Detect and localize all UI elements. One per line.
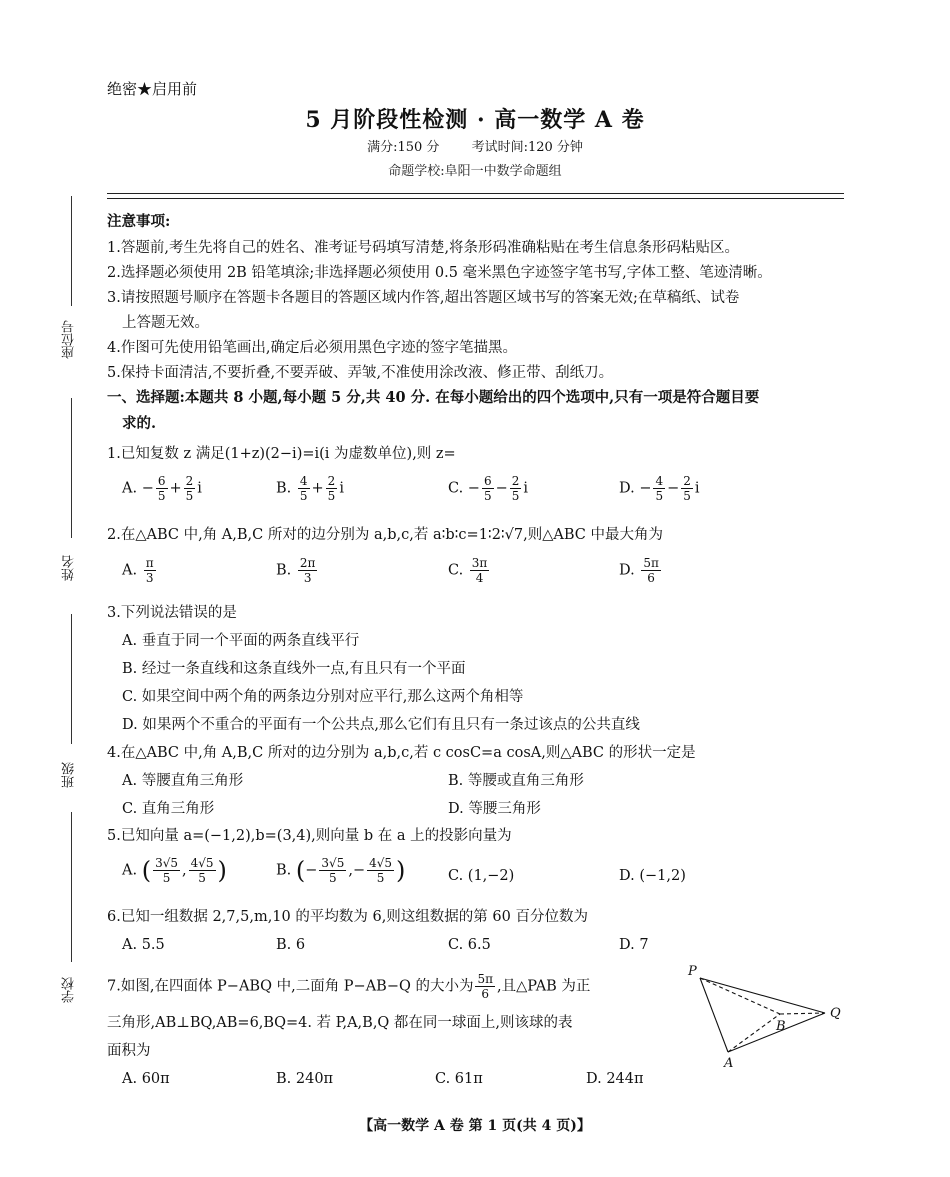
side-label-seat: 座位号 (62, 320, 77, 360)
section-heading-cont: 求的. (122, 415, 157, 432)
q7-stem-line3: 面积为 (107, 1043, 151, 1059)
label-b: B (776, 1019, 786, 1034)
q7-stem: 7.如图,在四面体 P−ABQ 中,二面角 P−AB−Q 的大小为 $\frac{5\pi}{6}$ ,且△PAB 为正 (107, 972, 591, 1001)
notice-heading: 注意事项: (107, 213, 171, 230)
q4-option-c[interactable]: C. 直角三角形 (122, 801, 215, 817)
q6-option-c[interactable]: C. 6.5 (448, 937, 491, 953)
side-label-name: 姓名 (62, 555, 77, 581)
q1-option-d[interactable]: D. − $\frac{4}{5}$ − $\frac{2}{5}$ i (619, 474, 700, 503)
q7-option-b[interactable]: B. 240π (276, 1071, 334, 1087)
q2-option-a[interactable]: A. $\frac{\pi}{3}$ (122, 556, 154, 585)
q5-stem: 5.已知向量 a=(−1,2),b=(3,4),则向量 b 在 a 上的投影向量为 (107, 828, 512, 844)
side-label-school: 学校 (62, 977, 77, 1003)
notice-item: 5.保持卡面清洁,不要折叠,不要弄破、弄皱,不准使用涂改液、修正带、刮纸刀。 (107, 365, 614, 381)
q6-stem: 6.已知一组数据 2,7,5,m,10 的平均数为 6,则这组数据的第 60 百分位数为 (107, 909, 588, 925)
q3-option-d[interactable]: D. 如果两个不重合的平面有一个公共点,那么它们有且只有一条过该点的公共直线 (122, 717, 640, 733)
side-label-class: 班级 (62, 762, 77, 788)
header-rule-bottom (107, 198, 844, 199)
page-title: 5 月阶段性检测 · 高一数学 A 卷 (305, 107, 645, 133)
q1-option-c[interactable]: C. − $\frac{6}{5}$ − $\frac{2}{5}$ i (448, 474, 529, 503)
exam-time: 考试时间:120 分钟 (471, 140, 583, 155)
q4-option-a[interactable]: A. 等腰直角三角形 (122, 773, 244, 789)
notice-item: 1.答题前,考生先将自己的姓名、准考证号码填写清楚,将条形码准确粘贴在考生信息条形码粘贴区。 (107, 240, 740, 256)
edge-pa (700, 978, 728, 1052)
q3-option-c[interactable]: C. 如果空间中两个角的两条边分别对应平行,那么这两个角相等 (122, 689, 524, 705)
q4-option-b[interactable]: B. 等腰或直角三角形 (448, 773, 584, 789)
label-p: P (688, 964, 697, 979)
q5-option-a[interactable]: A. ( $\frac{3√5}{5}$ , $\frac{4√5}{5}$ ) (122, 856, 227, 885)
q4-stem: 4.在△ABC 中,角 A,B,C 所对的边分别为 a,b,c,若 c cosC=a cosA,则△ABC 的形状一定是 (107, 745, 696, 761)
q3-stem: 3.下列说法错误的是 (107, 605, 237, 621)
section-heading: 一、选择题:本题共 8 小题,每小题 5 分,共 40 分. 在每小题给出的四个选项中,只有一项是符合题目要 (107, 389, 760, 406)
q2-option-b[interactable]: B. $\frac{2\pi}{3}$ (276, 556, 316, 585)
q2-option-c[interactable]: C. $\frac{3\pi}{4}$ (448, 556, 488, 585)
q6-option-b[interactable]: B. 6 (276, 937, 306, 953)
side-divider (71, 812, 72, 962)
q2-stem: 2.在△ABC 中,角 A,B,C 所对的边分别为 a,b,c,若 a∶b∶c=1∶2∶√7,则△ABC 中最大角为 (107, 527, 664, 543)
q6-option-a[interactable]: A. 5.5 (122, 937, 165, 953)
q7-option-c[interactable]: C. 61π (435, 1071, 483, 1087)
header-rule-top (107, 193, 844, 194)
q7-option-a[interactable]: A. 60π (122, 1071, 170, 1087)
label-q: Q (830, 1006, 841, 1021)
q1-stem: 1.已知复数 z 满足(1+z)(2−i)=i(i 为虚数单位),则 z= (107, 446, 456, 462)
edge-bq (780, 1013, 825, 1014)
q5-option-b[interactable]: B. (− $\frac{3√5}{5}$ ,− $\frac{4√5}{5}$ ) (276, 856, 406, 885)
q3-option-a[interactable]: A. 垂直于同一个平面的两条直线平行 (122, 633, 360, 649)
edge-ab (728, 1014, 780, 1052)
q6-option-d[interactable]: D. 7 (619, 937, 649, 953)
notice-item: 3.请按照题号顺序在答题卡各题目的答题区域内作答,超出答题区域书写的答案无效;在草稿纸、试卷 (107, 290, 740, 306)
q4-option-d[interactable]: D. 等腰三角形 (448, 801, 541, 817)
notice-item: 2.选择题必须使用 2B 铅笔填涂;非选择题必须使用 0.5 毫米黑色字迹签字笔书写,字体工整、笔迹清晰。 (107, 265, 772, 281)
exam-info (0, 136, 950, 155)
label-a: A (724, 1056, 734, 1071)
notice-item: 4.作图可先使用铅笔画出,确定后必须用黑色字迹的签字笔描黑。 (107, 340, 517, 356)
page-footer: 【高一数学 A 卷 第 1 页(共 4 页)】 (359, 1118, 591, 1134)
tetrahedron-figure (680, 960, 860, 1075)
q2-option-d[interactable]: D. $\frac{5\pi}{6}$ (619, 556, 659, 585)
edge-pq (700, 978, 825, 1013)
side-divider (71, 398, 72, 538)
q3-option-b[interactable]: B. 经过一条直线和这条直线外一点,有且只有一个平面 (122, 661, 466, 677)
q5-option-d[interactable]: D. (−1,2) (619, 868, 686, 884)
q7-option-d[interactable]: D. 244π (586, 1071, 644, 1087)
full-score: 满分:150 分 (367, 140, 440, 155)
confidential-mark: 绝密★启用前 (107, 80, 198, 98)
side-divider (71, 614, 72, 744)
q1-option-b[interactable]: B. $\frac{4}{5}$ + $\frac{2}{5}$ i (276, 474, 344, 503)
exam-organizer: 命题学校:阜阳一中数学命题组 (388, 164, 562, 179)
q7-stem-line2: 三角形,AB⊥BQ,AB=6,BQ=4. 若 P,A,B,Q 都在同一球面上,则该球的表 (107, 1015, 573, 1031)
q1-option-a[interactable]: A. − $\frac{6}{5}$ + $\frac{2}{5}$ i (122, 474, 202, 503)
q5-option-c[interactable]: C. (1,−2) (448, 868, 515, 884)
notice-item: 上答题无效。 (122, 315, 209, 331)
side-divider (71, 196, 72, 306)
